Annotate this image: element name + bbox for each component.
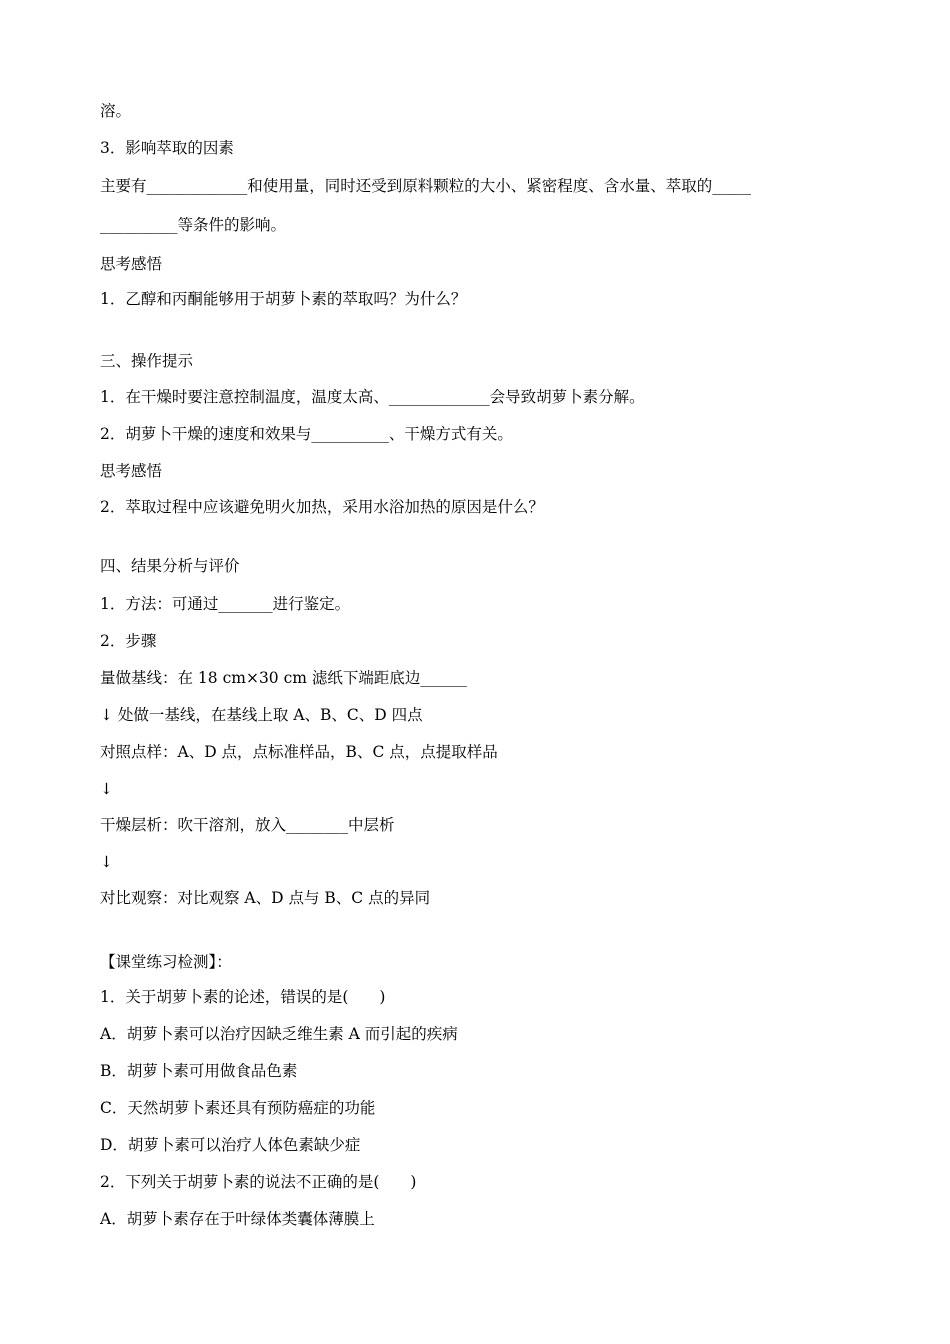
option-line: D．胡萝卜素可以治疗人体色素缺少症 (100, 1136, 361, 1154)
option-line: C．天然胡萝卜素还具有预防癌症的功能 (100, 1099, 376, 1117)
section-heading: 四、结果分析与评价 (100, 557, 240, 575)
option-line: B．胡萝卜素可用做食品色素 (100, 1062, 298, 1080)
text-line: 1．方法：可通过_______进行鉴定。 (100, 595, 351, 613)
text-line: 主要有_____________和使用量，同时还受到原料颗粒的大小、紧密程度、含水量、萃取的_____ (100, 177, 752, 195)
section-heading: 三、操作提示 (100, 352, 194, 370)
arrow-line: ↓ (100, 853, 113, 871)
option-line: A．胡萝卜素可以治疗因缺乏维生素 A 而引起的疾病 (100, 1025, 458, 1043)
text-line: 溶。 (100, 102, 132, 120)
section-heading: 【课堂练习检测】： (100, 953, 232, 971)
text-line: ↓ 处做一基线，在基线上取 A、B、C、D 四点 (100, 706, 423, 724)
text-line: 对比观察：对比观察 A、D 点与 B、C 点的异同 (100, 889, 431, 907)
text-line: __________等条件的影响。 (100, 216, 287, 234)
text-line: 1．在干燥时要注意控制温度，温度太高、_____________会导致胡萝卜素分解。 (100, 388, 645, 406)
section-heading: 思考感悟 (100, 462, 163, 480)
text-line: 干燥层析：吹干溶剂，放入________中层析 (100, 816, 395, 834)
section-heading: 3．影响萃取的因素 (100, 139, 234, 157)
text-line: 2．步骤 (100, 632, 157, 650)
option-line: A．胡萝卜素存在于叶绿体类囊体薄膜上 (100, 1210, 375, 1228)
arrow-line: ↓ (100, 780, 113, 798)
text-line: 2．胡萝卜干燥的速度和效果与__________、干燥方式有关。 (100, 425, 513, 443)
question-line: 1．关于胡萝卜素的论述，错误的是( ) (100, 988, 386, 1006)
text-line: 对照点样：A、D 点，点标准样品，B、C 点，点提取样品 (100, 743, 498, 761)
question-line: 2．萃取过程中应该避免明火加热，采用水浴加热的原因是什么？ (100, 498, 544, 516)
section-heading: 思考感悟 (100, 255, 163, 273)
text-line: 量做基线：在 18 cm×30 cm 滤纸下端距底边______ (100, 669, 467, 687)
question-line: 1．乙醇和丙酮能够用于胡萝卜素的萃取吗？为什么？ (100, 290, 467, 308)
question-line: 2．下列关于胡萝卜素的说法不正确的是( ) (100, 1173, 417, 1191)
